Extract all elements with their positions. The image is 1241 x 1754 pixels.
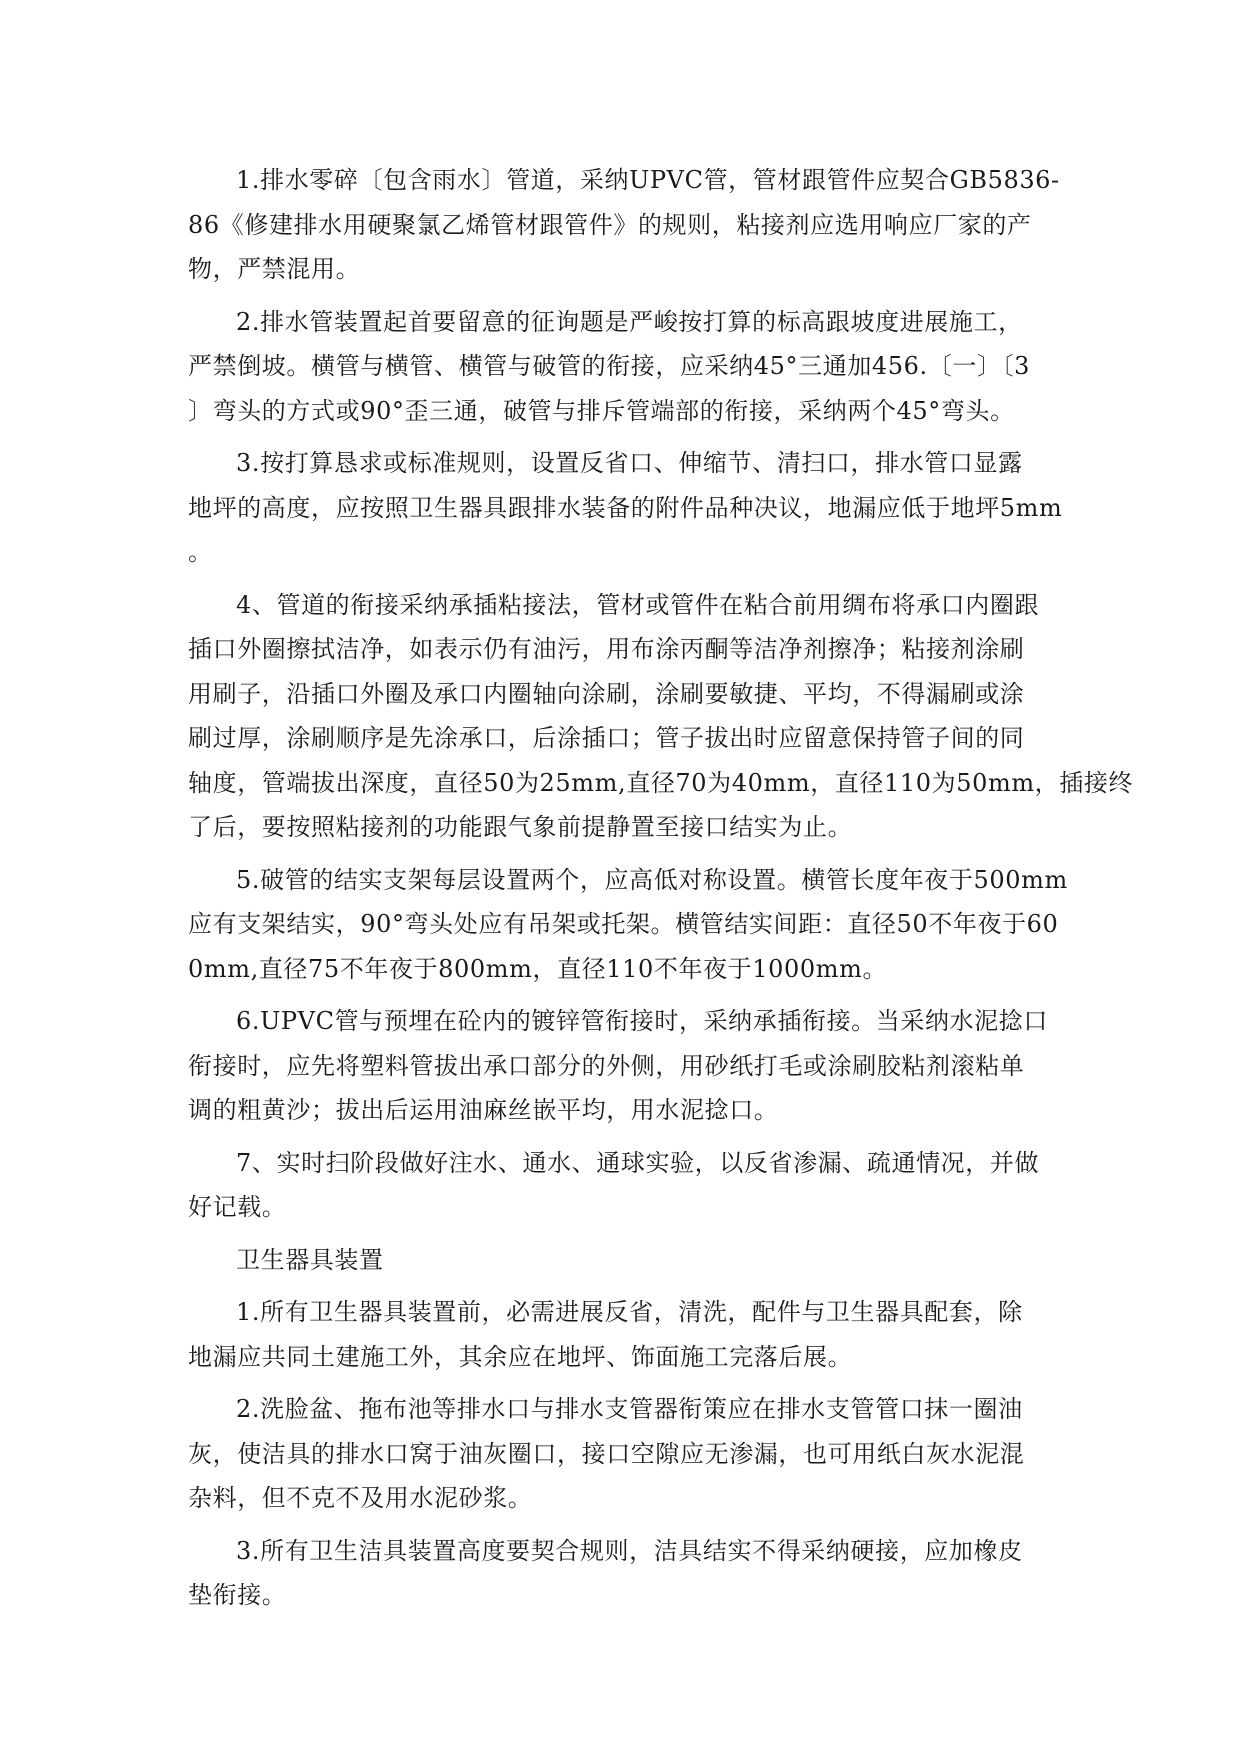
document-body <box>188 158 1134 1626</box>
paragraph-line: 1.所有卫生器具装置前，必需进展反省，清洗，配件与卫生器具配套，除 <box>236 1298 1023 1326</box>
paragraph-line: 3.按打算恳求或标准规则，设置反省口、伸缩节、清扫口，排水管口显露 <box>236 449 1023 477</box>
paragraph-line: 0mm,直径75不年夜于800mm，直径110不年夜于1000mm。 <box>188 954 888 983</box>
paragraph-line: 86《修建排水用硬聚氯乙烯管材跟管件》的规则，粘接剂应选用响应厂家的产 <box>188 210 1032 239</box>
paragraph-line: 2.洗脸盆、拖布池等排水口与排水支管器衔策应在排水支管管口抹一圈油 <box>236 1395 1023 1423</box>
paragraph-inspection-openings <box>188 441 1063 575</box>
paragraph-line: 杂料，但不克不及用水泥砂浆。 <box>188 1484 533 1512</box>
paragraph-line: 应有支架结实，90°弯头处应有吊架或托架。横管结实间距：直径50不年夜于60 <box>188 910 1059 938</box>
paragraph-line: 1.排水零碎〔包含雨水〕管道，采纳UPVC管，管材跟管件应契合GB5836- <box>236 166 1060 194</box>
paragraph-line: 灰，使洁具的排水口窝于油灰圈口，接口空隙应无渗漏，也可用纸白灰水泥混 <box>188 1439 1025 1468</box>
paragraph-pipe-supports <box>188 858 1068 992</box>
paragraph-line: 7、实时扫阶段做好注水、通水、通球实验，以反省渗漏、疏通情况，并做 <box>236 1148 1040 1177</box>
paragraph-line: 5.破管的结实支架每层设置两个，应高低对称设置。横管长度年夜于500mm <box>236 865 1068 894</box>
paragraph-galvanized-connection <box>188 999 1058 1133</box>
paragraph-line: 调的粗黄沙；拔出后运用油麻丝嵌平均，用水泥捻口。 <box>188 1096 779 1124</box>
paragraph-line: 轴度，管端拔出深度，直径50为25mm,直径70为40mm，直径110为50mm，插接终 <box>188 768 1134 797</box>
paragraph-line: 插口外圈擦拭洁净，如表示仍有油污，用布涂丙酮等洁净剂擦净；粘接剂涂刷 <box>188 635 1025 663</box>
paragraph-fixture-height <box>188 1529 1058 1618</box>
section-heading-sanitary-fixtures <box>188 1238 1058 1283</box>
paragraph-line: 了后，要按照粘接剂的功能跟气象前提静置至接口结实为止。 <box>188 813 853 841</box>
paragraph-drainage-material <box>188 158 1058 292</box>
paragraph-fixture-inspection <box>188 1290 1058 1379</box>
paragraph-line: 6.UPVC管与预埋在砼内的镀锌管衔接时，采纳承插衔接。当采纳水泥捻口 <box>236 1007 1048 1035</box>
paragraph-line: 地漏应共同土建施工外，其余应在地坪、饰面施工完落后展。 <box>188 1342 853 1371</box>
paragraph-line: 〕弯头的方式或90°歪三通，破管与排斥管端部的衔接，采纳两个45°弯头。 <box>188 396 1015 425</box>
paragraph-line: 2.排水管装置起首要留意的征询题是严峻按打算的标高跟坡度进展施工， <box>236 307 1023 336</box>
paragraph-line: 用刷子，沿插口外圈及承口内圈轴向涂刷，涂刷要敏捷、平均，不得漏刷或涂 <box>188 679 1025 708</box>
paragraph-water-tests <box>188 1141 1058 1230</box>
paragraph-line: 3.所有卫生洁具装置高度要契合规则，洁具结实不得采纳硬接，应加橡皮 <box>236 1536 1023 1565</box>
paragraph-line: 。 <box>188 538 213 566</box>
paragraph-socket-bonding <box>188 583 1134 850</box>
paragraph-pipe-slope <box>188 300 1058 434</box>
paragraph-line: 严禁倒坡。横管与横管、横管与破管的衔接，应采纳45°三通加456.〔一〕〔3 <box>188 352 1031 380</box>
paragraph-line: 好记载。 <box>188 1193 287 1221</box>
paragraph-line: 垫衔接。 <box>188 1581 287 1609</box>
paragraph-line: 物，严禁混用。 <box>188 255 361 283</box>
paragraph-basin-drain <box>188 1387 1058 1521</box>
paragraph-line: 地坪的高度，应按照卫生器具跟排水装备的附件品种决议，地漏应低于地坪5mm <box>188 493 1063 522</box>
section-heading: 卫生器具装置 <box>236 1245 384 1274</box>
paragraph-line: 衔接时，应先将塑料管拔出承口部分的外侧，用砂纸打毛或涂刷胶粘剂滚粘单 <box>188 1051 1025 1080</box>
paragraph-line: 刷过厚，涂刷顺序是先涂承口，后涂插口；管子拔出时应留意保持管子间的同 <box>188 724 1025 752</box>
paragraph-line: 4、管道的衔接采纳承插粘接法，管材或管件在粘合前用绸布将承口内圈跟 <box>236 590 1040 619</box>
